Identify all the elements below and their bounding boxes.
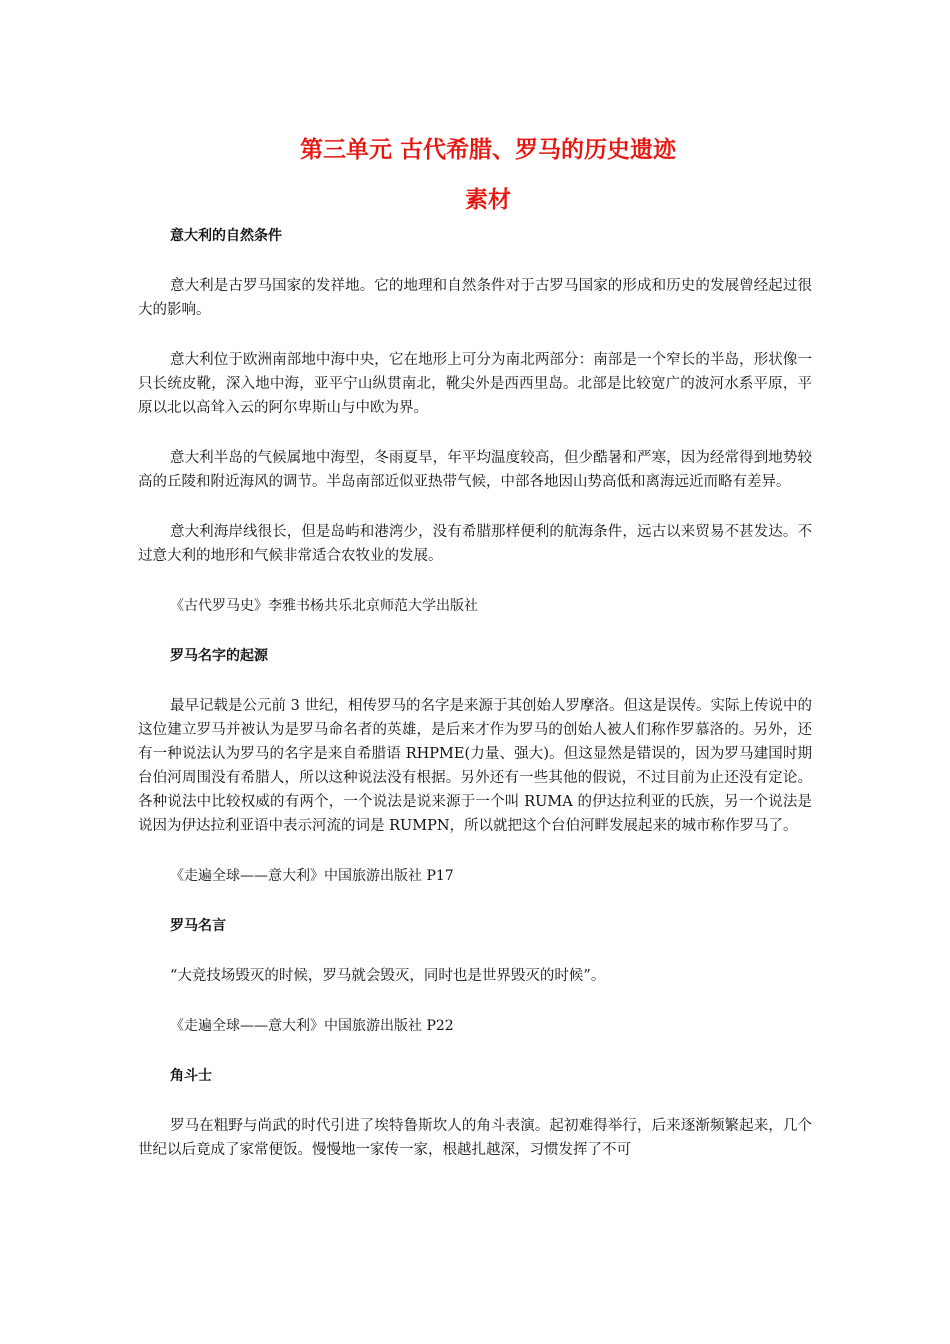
citation: 《古代罗马史》李雅书杨共乐北京师范大学出版社 [170,598,478,614]
paragraph: 罗马在粗野与尚武的时代引进了埃特鲁斯坎人的角斗表演。起初难得举行，后来逐渐频繁起来，几个世纪以后竟成了家常便饭。慢慢地一家传一家，根越扎越深，习惯发挥了不可 [138,1118,812,1158]
document-subtitle: 素材 [465,187,511,213]
paragraph: 最早记载是公元前 3 世纪，相传罗马的名字是来源于其创始人罗摩洛。但这是误传。实际上传说中的这位建立罗马并被认为是罗马命名者的英雄，是后来才作为罗马的创始人被人们称作罗慕洛的。另外，还有一种说法认为罗马的名字是来自希腊语 RHPME(力量、强大)。但这显然是错误的，因为罗马建国时期台伯河周围没有希腊人，所以这种说法没有根据。另外还有一些其他的假说，不过目前为止还没有定论。各种说法中比较权威的有两个，一个说法是说来源于一个叫 RUMA 的伊达拉利亚的氏族，另一个说法是说因为伊达拉利亚语中表示河流的词是 RUMPN，所以就把这个台伯河畔发展起来的城市称作罗马了。 [138,698,812,834]
paragraph: “大竞技场毁灭的时候，罗马就会毁灭，同时也是世界毁灭的时候”。 [170,968,606,984]
paragraph: 意大利海岸线很长，但是岛屿和港湾少，没有希腊那样便利的航海条件，远古以来贸易不甚发达。不过意大利的地形和气候非常适合农牧业的发展。 [138,524,812,564]
document-title: 第三单元 古代希腊、罗马的历史遗迹 [299,137,676,163]
paragraph: 意大利半岛的气候属地中海型，冬雨夏旱，年平均温度较高，但少酷暑和严寒，因为经常得到地势较高的丘陵和附近海风的调节。半岛南部近似亚热带气候，中部各地因山势高低和离海远近而略有差异。 [138,450,812,490]
section-heading: 意大利的自然条件 [170,228,282,244]
paragraph: 意大利位于欧洲南部地中海中央，它在地形上可分为南北两部分：南部是一个窄长的半岛，形状像一只长统皮靴，深入地中海，亚平宁山纵贯南北，靴尖外是西西里岛。北部是比较宽广的波河水系平原，平原以北以高耸入云的阿尔卑斯山与中欧为界。 [138,352,812,416]
paragraph: 意大利是古罗马国家的发祥地。它的地理和自然条件对于古罗马国家的形成和历史的发展曾经起过很大的影响。 [138,278,812,318]
section-heading: 罗马名字的起源 [170,648,268,664]
citation: 《走遍全球——意大利》中国旅游出版社 P22 [170,1018,454,1034]
section-heading: 罗马名言 [170,918,226,934]
citation: 《走遍全球——意大利》中国旅游出版社 P17 [170,868,454,884]
document-body [138,224,812,1188]
section-heading: 角斗士 [170,1068,212,1084]
